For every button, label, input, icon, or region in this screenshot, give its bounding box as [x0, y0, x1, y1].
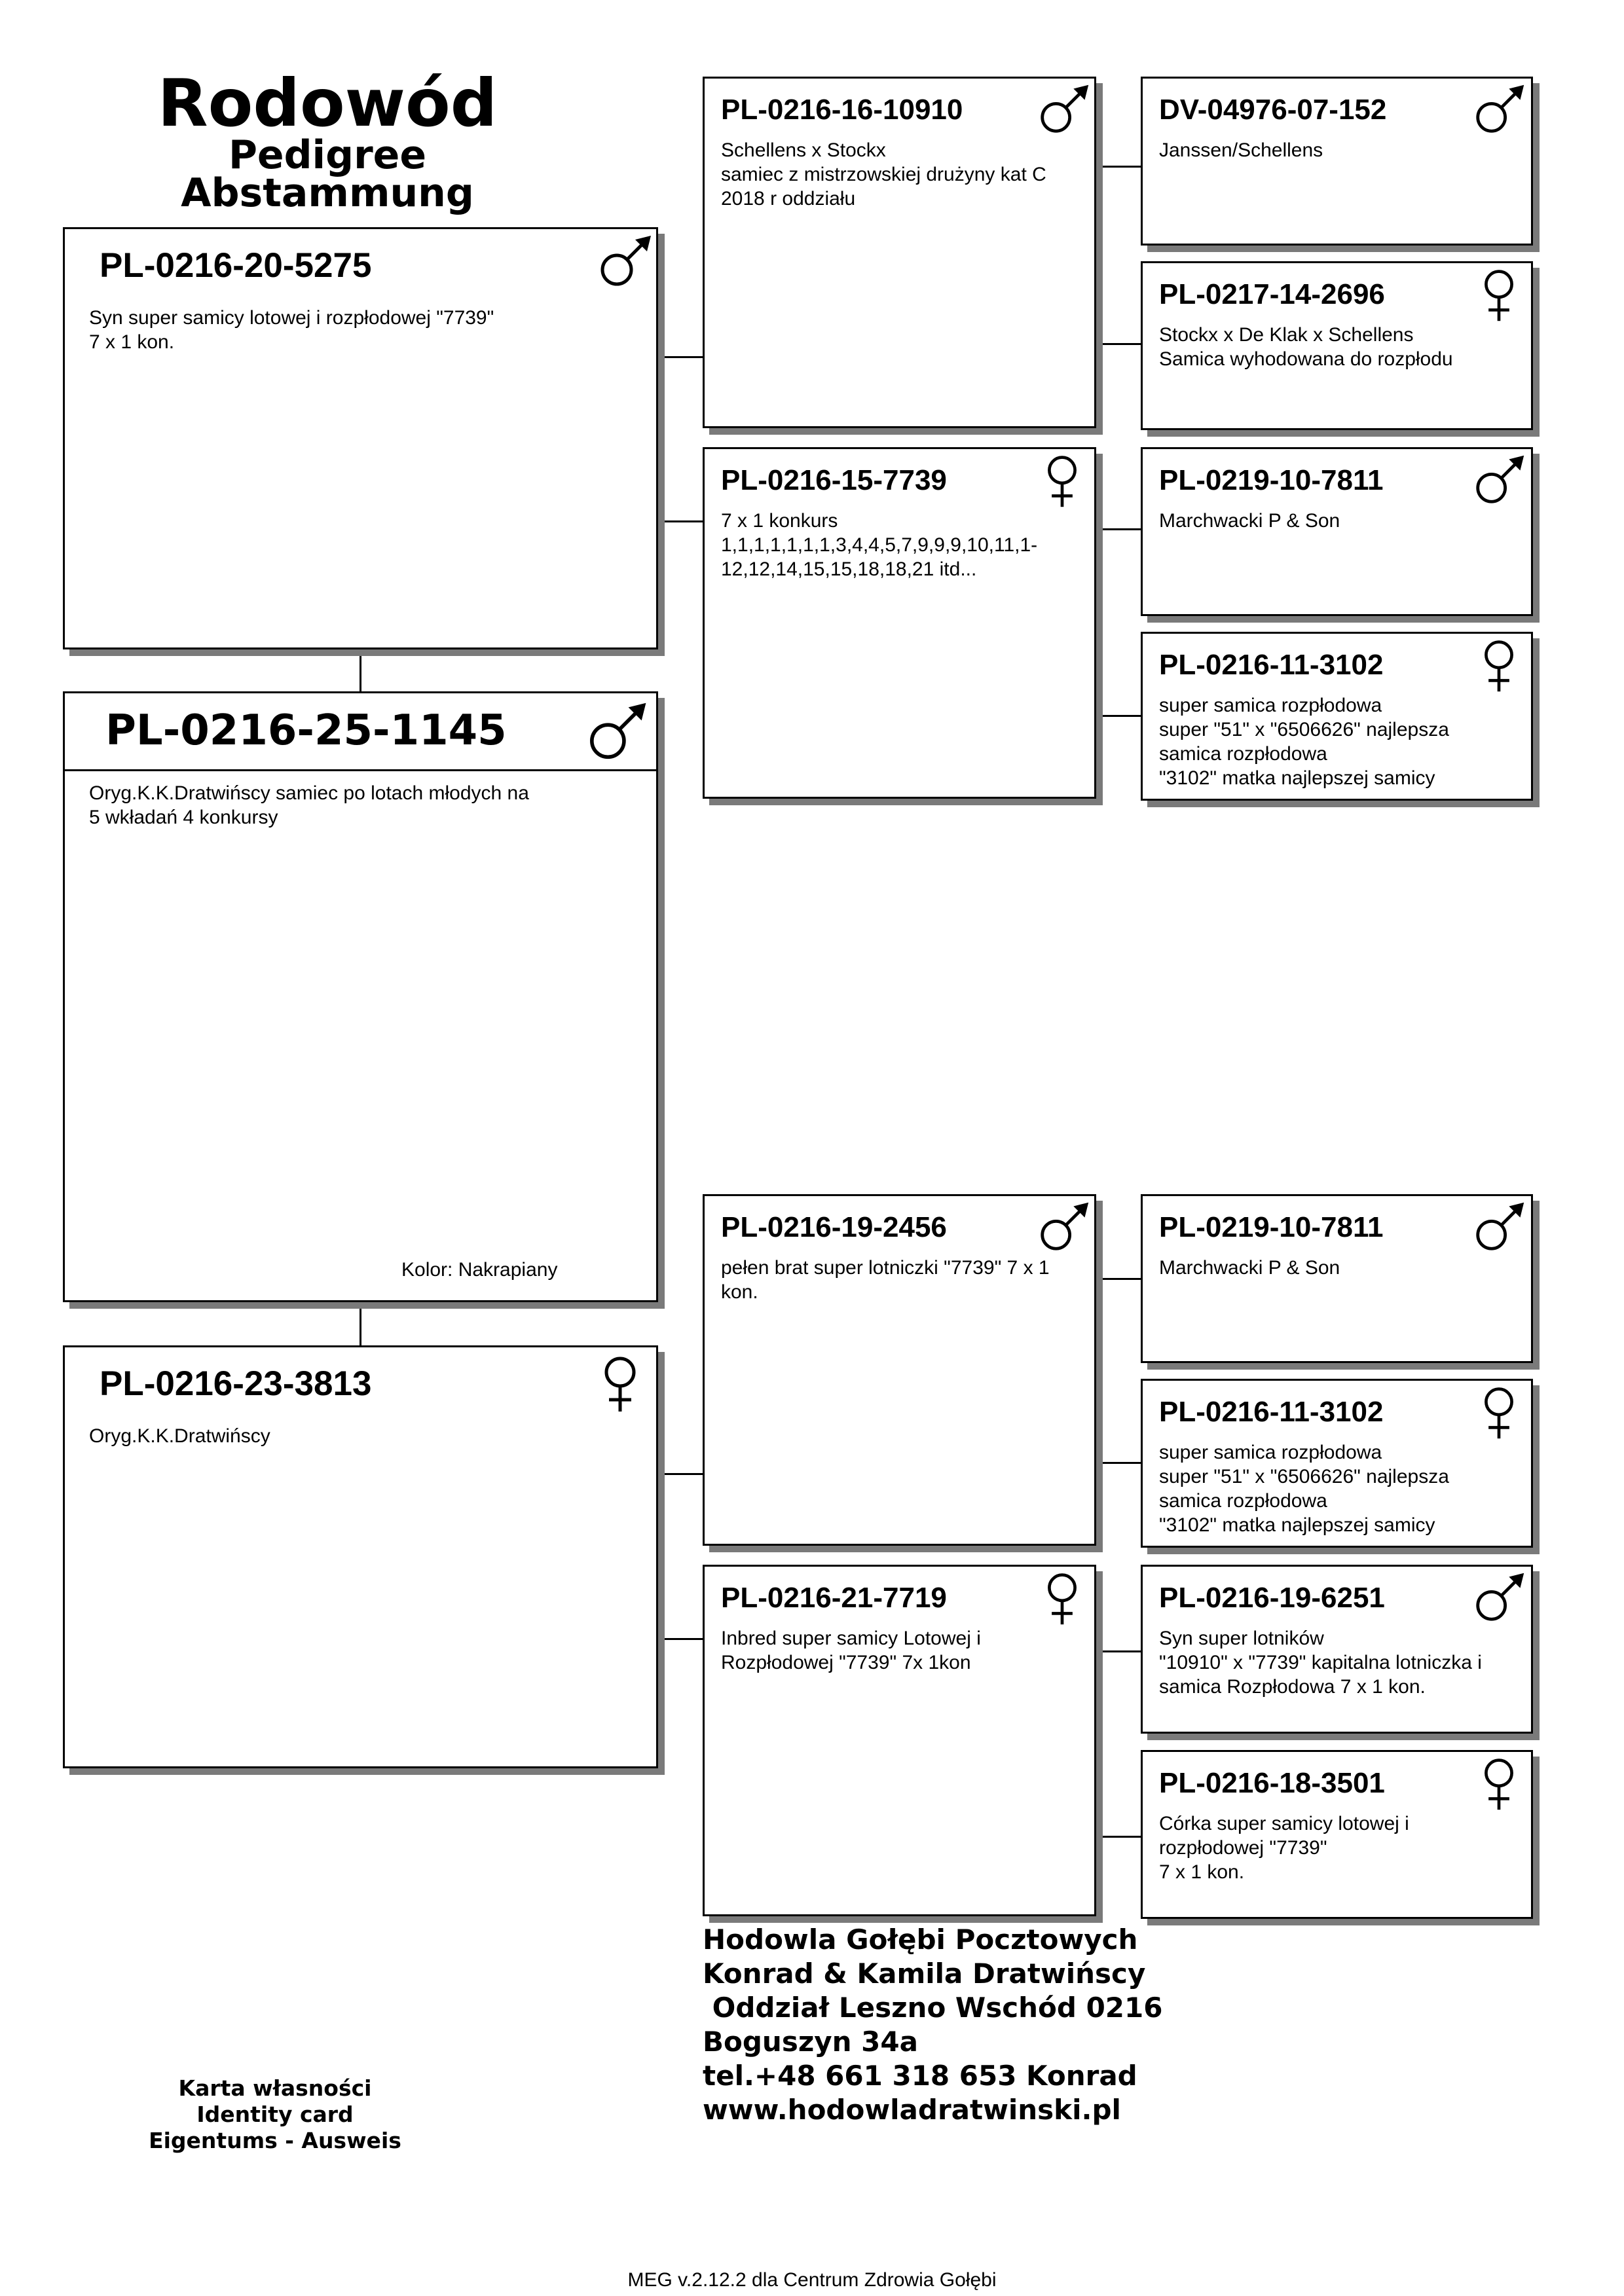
breeder-info [703, 1923, 1162, 2127]
pedigree-card-great-grandparent [1141, 1194, 1533, 1363]
pedigree-note: super samica rozpłodowa super "51" x "6506626" najlepsza samica rozpłodowa "3102" matka najlepszej samicy [1159, 695, 1449, 789]
female-symbol-icon [1481, 638, 1517, 694]
connector [657, 356, 704, 358]
ring-number: PL-0216-19-2456 [721, 1211, 947, 1243]
connector [1095, 1836, 1142, 1838]
ring-number: PL-0216-25-1145 [105, 706, 507, 755]
ring-number: PL-0216-16-10910 [721, 94, 963, 126]
connector [657, 520, 704, 522]
ring-number: PL-0216-11-3102 [1159, 1396, 1384, 1428]
ring-number: PL-0216-23-3813 [100, 1364, 372, 1403]
pedigree-note: Oryg.K.K.Dratwińscy samiec po lotach młodych na 5 wkładań 4 konkursy [89, 782, 529, 828]
connector [1095, 715, 1142, 717]
breeder-website: www.hodowladratwinski.pl [703, 2094, 1121, 2126]
connector [657, 1473, 704, 1475]
breeder-address: Boguszyn 34a [703, 2026, 918, 2058]
breeder-owners: Konrad & Kamila Dratwińscy [703, 1958, 1146, 1990]
ring-number: PL-0216-15-7739 [721, 464, 947, 496]
pedigree-card-great-grandparent [1141, 1750, 1533, 1919]
pedigree-note: Marchwacki P & Son [1159, 1257, 1340, 1279]
color-label: Kolor: Nakrapiany [401, 1259, 558, 1281]
male-symbol-icon [1474, 1569, 1526, 1623]
female-symbol-icon [1481, 1385, 1517, 1441]
title-german: Abstammung [181, 170, 474, 216]
pedigree-title [98, 65, 557, 216]
footer-credit: MEG v.2.12.2 dla Centrum Zdrowia Gołębi [627, 2269, 997, 2291]
pedigree-note: Syn super samicy lotowej i rozpłodowej "7739" 7 x 1 kon. [89, 307, 494, 353]
pedigree-note: Córka super samicy lotowej i rozpłodowej "7739" 7 x 1 kon. [1159, 1813, 1409, 1883]
female-symbol-icon [600, 1354, 640, 1414]
pedigree-note: super samica rozpłodowa super "51" x "6506626" najlepsza samica rozpłodowa "3102" matka najlepszej samicy [1159, 1442, 1449, 1536]
breeder-name: Hodowla Gołębi Pocztowych [703, 1923, 1138, 1956]
pedigree-note: Inbred super samicy Lotowej i Rozpłodowej "7739" 7x 1kon [721, 1628, 981, 1673]
female-symbol-icon [1044, 1571, 1080, 1627]
pedigree-note: Syn super lotników "10910" x "7739" kapitalna lotniczka i samica Rozpłodowa 7 x 1 kon. [1159, 1628, 1482, 1698]
header-divider [65, 769, 656, 771]
identity-card-label [124, 2075, 426, 2154]
male-symbol-icon [1474, 452, 1526, 505]
connector [657, 1638, 704, 1640]
ring-number: PL-0216-20-5275 [100, 246, 372, 285]
identity-card-english: Identity card [196, 2102, 354, 2127]
female-symbol-icon [1481, 1756, 1517, 1812]
connector [360, 648, 361, 693]
pedigree-card-mother [63, 1345, 658, 1768]
connector [1095, 1650, 1142, 1652]
connector [1095, 166, 1142, 168]
pedigree-card-grandparent [703, 1565, 1096, 1916]
pedigree-card-great-grandparent [1141, 632, 1533, 801]
identity-card-german: Eigentums - Ausweis [149, 2128, 401, 2153]
ring-number: PL-0216-21-7719 [721, 1582, 947, 1614]
pedigree-card-great-grandparent [1141, 1379, 1533, 1548]
pedigree-note: Oryg.K.K.Dratwińscy [89, 1425, 270, 1447]
ring-number: PL-0217-14-2696 [1159, 278, 1385, 310]
pedigree-note: pełen brat super lotniczki "7739" 7 x 1 kon. [721, 1257, 1050, 1303]
male-symbol-icon [1039, 81, 1091, 135]
pedigree-card-father [63, 227, 658, 649]
female-symbol-icon [1044, 453, 1080, 509]
female-symbol-icon [1481, 267, 1517, 323]
pedigree-card-subject [63, 691, 658, 1302]
pedigree-card-grandparent [703, 447, 1096, 799]
pedigree-card-grandparent [703, 77, 1096, 428]
ring-number: PL-0216-11-3102 [1159, 649, 1384, 681]
title-english: Pedigree [228, 132, 427, 178]
ring-number: PL-0216-19-6251 [1159, 1582, 1385, 1614]
connector [360, 1302, 361, 1346]
breeder-phone: tel.+48 661 318 653 Konrad [703, 2060, 1137, 2092]
ring-number: PL-0216-18-3501 [1159, 1767, 1385, 1799]
connector [1095, 528, 1142, 530]
pedigree-note: Janssen/Schellens [1159, 139, 1323, 161]
pedigree-card-great-grandparent [1141, 77, 1533, 246]
ring-number: PL-0219-10-7811 [1159, 464, 1384, 496]
pedigree-card-great-grandparent [1141, 447, 1533, 616]
connector [1095, 1278, 1142, 1280]
ring-number: DV-04976-07-152 [1159, 94, 1387, 126]
male-symbol-icon [1474, 81, 1526, 135]
pedigree-card-great-grandparent [1141, 1565, 1533, 1734]
male-symbol-icon [599, 232, 654, 288]
pedigree-note: Marchwacki P & Son [1159, 510, 1340, 532]
male-symbol-icon [1039, 1199, 1091, 1252]
ring-number: PL-0219-10-7811 [1159, 1211, 1384, 1243]
pedigree-note: 7 x 1 konkurs 1,1,1,1,1,1,1,3,4,4,5,7,9,9,9,10,11,1- 12,12,14,15,15,18,18,21 itd... [721, 510, 1038, 580]
pedigree-note: Stockx x De Klak x Schellens Samica wyhodowana do rozpłodu [1159, 324, 1453, 370]
male-symbol-icon [587, 699, 649, 761]
breeder-branch: Oddział Leszno Wschód 0216 [703, 1992, 1163, 2024]
connector [1095, 343, 1142, 345]
identity-card-polish: Karta własności [178, 2075, 372, 2101]
male-symbol-icon [1474, 1199, 1526, 1252]
pedigree-card-great-grandparent [1141, 261, 1533, 430]
pedigree-note: Schellens x Stockx samiec z mistrzowskiej drużyny kat C 2018 r oddziału [721, 139, 1046, 210]
title-main: Rodowód [157, 65, 498, 141]
pedigree-card-grandparent [703, 1194, 1096, 1546]
connector [1095, 1462, 1142, 1464]
